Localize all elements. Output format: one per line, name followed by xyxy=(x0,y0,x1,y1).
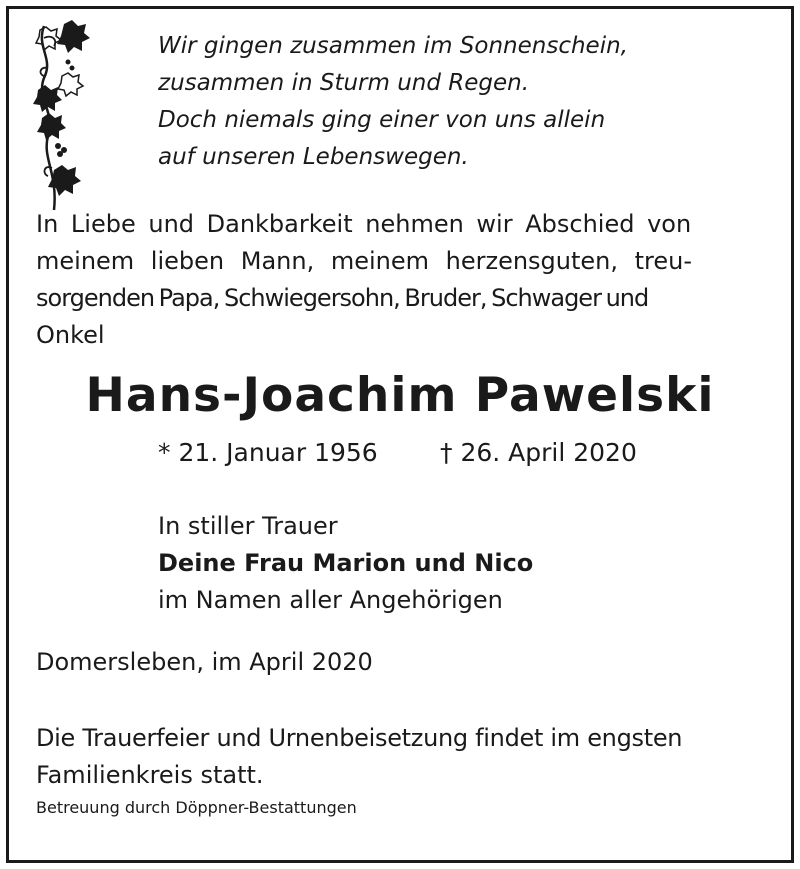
birth-date: * 21. Januar 1956 xyxy=(158,438,378,467)
mourners xyxy=(158,508,533,619)
notice-line: Die Trauerfeier und Urnenbeisetzung findet im engsten xyxy=(36,724,683,752)
funeral-notice xyxy=(36,720,682,794)
place-date: Domersleben, im April 2020 xyxy=(36,648,373,676)
intro-line: In Liebe und Dankbarkeit nehmen wir Abschied von xyxy=(36,210,692,238)
grapevine-ornament-icon xyxy=(32,18,92,213)
poem xyxy=(158,28,628,176)
intro-line: sorgenden Papa, Schwiegersohn, Bruder, Schwager und xyxy=(36,284,649,312)
intro-line: meinem lieben Mann, meinem herzensguten, treu- xyxy=(36,247,693,275)
poem-line: Doch niemals ging einer von uns allein xyxy=(158,107,606,133)
intro-text xyxy=(36,206,764,354)
death-date: † 26. April 2020 xyxy=(440,438,637,467)
poem-line: zusammen in Sturm und Regen. xyxy=(158,70,530,96)
deceased-name: Hans-Joachim Pawelski xyxy=(85,368,715,423)
poem-line: auf unseren Lebenswegen. xyxy=(158,144,469,170)
undertaker-credit: Betreuung durch Döppner-Bestattungen xyxy=(36,798,357,817)
mourners-names: Deine Frau Marion und Nico xyxy=(158,549,534,577)
notice-line: Familienkreis statt. xyxy=(36,761,264,789)
mourners-line: im Namen aller Angehörigen xyxy=(158,586,503,614)
intro-line: Onkel xyxy=(36,321,105,349)
mourners-line: In stiller Trauer xyxy=(158,512,338,540)
poem-line: Wir gingen zusammen im Sonnenschein, xyxy=(158,33,628,59)
